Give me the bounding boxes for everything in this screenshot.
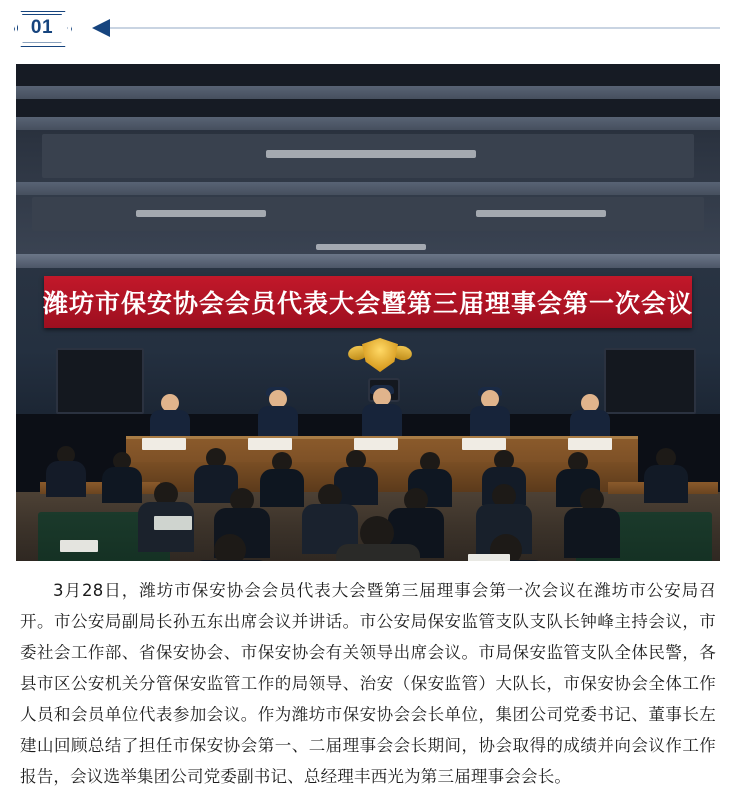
- audience-person: [138, 482, 194, 546]
- audience-person: [644, 448, 688, 498]
- police-emblem-icon: [350, 332, 410, 382]
- display-screen-left: [56, 348, 144, 414]
- article-paragraph: 3月28日，潍坊市保安协会会员代表大会暨第三届理事会第一次会议在潍坊市公安局召开。市公安局副局长孙五东出席会议并讲话。市公安局保安监管支队支队长钟峰主持会议，市委社会工作部、省保安协会、市保安协会有关领导出席会议。市局保安监管支队全体民警，各县市区公安机关分管保安监管工作的局领导、治安（保安监管）大队长，市保安协会全体工作人员和会员单位代表参加会议。作为潍坊市保安协会会长单位，集团公司党委书记、董事长左建山回顾总结了担任市保安协会第一、二届理事会会长期间，协会取得的成绩并向会议作工作报告，会议选举集团公司党委副书记、总经理丰西光为第三届理事会会长。: [20, 581, 716, 786]
- display-screen-right: [604, 348, 696, 414]
- header-divider-line: [110, 27, 720, 29]
- desk-nameplate-a: [154, 516, 192, 530]
- ceiling-light-2: [136, 210, 266, 217]
- ceiling-band-3: [16, 182, 720, 195]
- audience-person-foreground: [336, 516, 420, 561]
- wall-trim: [16, 254, 720, 268]
- section-header: [0, 0, 736, 56]
- ceiling-light-4: [316, 244, 426, 250]
- nameplate-1: [142, 438, 186, 450]
- ceiling-shadow-top: [16, 64, 720, 86]
- audience-person-foreground: [192, 534, 270, 561]
- nameplate-3: [354, 438, 398, 450]
- desk-paper-a: [468, 554, 510, 561]
- audience-person: [102, 452, 142, 500]
- audience-person: [564, 488, 620, 552]
- nameplate-2: [248, 438, 292, 450]
- conference-photo-wrapper: [16, 64, 720, 561]
- ceiling-band-1: [16, 86, 720, 99]
- conference-banner: [44, 276, 692, 328]
- left-arrow-icon: [92, 19, 110, 37]
- audience-person: [46, 446, 86, 494]
- emblem-shield: [362, 338, 398, 372]
- ceiling-gap-1: [16, 99, 720, 117]
- desk-paper-b: [60, 540, 98, 552]
- ceiling-band-2: [16, 117, 720, 130]
- ceiling-light-1: [266, 150, 476, 158]
- nameplate-5: [568, 438, 612, 450]
- hexagon-badge-icon: [14, 11, 70, 45]
- header-arrow: [92, 19, 736, 37]
- conference-photo: [16, 64, 720, 561]
- ceiling-light-3: [476, 210, 606, 217]
- nameplate-4: [462, 438, 506, 450]
- banner-text: 潍坊市保安协会会员代表大会暨第三届理事会第一次会议: [43, 289, 694, 318]
- badge-number: 01: [30, 17, 54, 38]
